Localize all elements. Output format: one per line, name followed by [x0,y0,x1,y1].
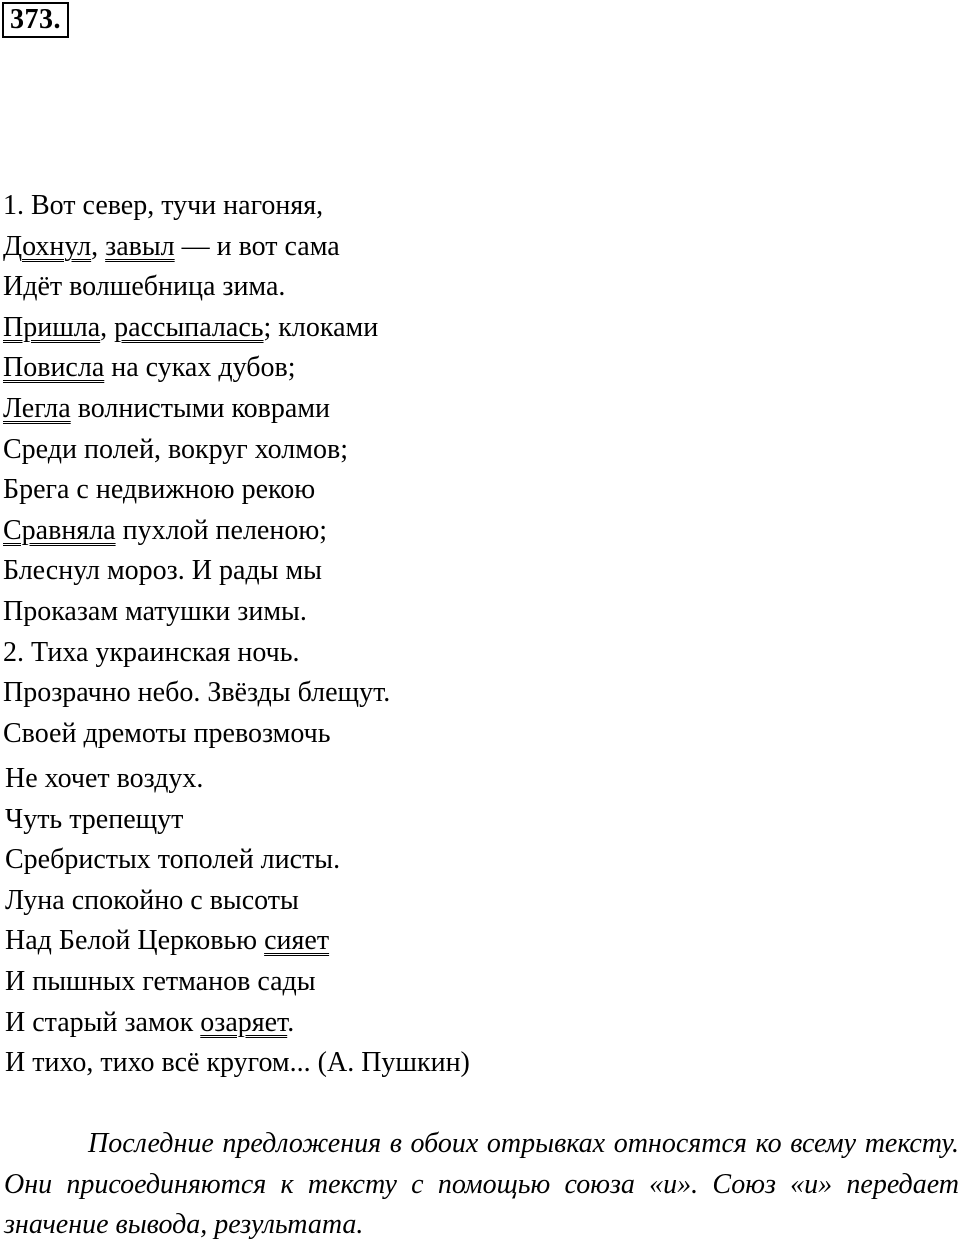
poem-line [3,470,390,511]
poem-line [3,633,390,674]
line-text: И тихо, тихо всё кругом... (А. Пушкин) [5,1047,470,1079]
predicate-word: Пришла [3,311,101,343]
poem-line [5,800,470,841]
explanation-note: Последние предложения в обоих отрывках относятся ко всему тексту. Они присоединяются к тексту с помощью союза «и». Союз «и» передает значение вывода, результата. [4,1128,959,1240]
line-text: , [100,311,115,343]
poem-line [3,511,390,552]
predicate-word: Сравняла [3,514,116,546]
poem-line [5,840,470,881]
line-text: . [287,1006,295,1038]
line-text: Сребристых тополей листы. [5,844,341,876]
predicate-word: Дохнул [3,230,92,262]
line-text: на суках дубов; [104,352,296,384]
poem-line [3,227,390,268]
line-text: Не хочет воздух. [5,763,204,794]
line-text: Брега с недвижною рекою [3,474,316,506]
line-text: Прозрачно небо. Звёзды блещут. [3,677,391,709]
line-text: Чуть трепещут [5,803,184,835]
line-text: — и вот сама [174,230,340,262]
poem-line [3,348,390,389]
line-text: Идёт волшебница зима. [3,271,286,303]
predicate-word: завыл [105,230,175,262]
line-text: 2. Тиха украинская ночь. [3,636,300,668]
line-text: Проказам матушки зимы. [3,595,307,627]
predicate-word: Легла [3,392,71,424]
poem-line [3,551,390,592]
poem-line [3,186,390,227]
poem-line [3,389,390,430]
poem-line [5,759,470,800]
line-text: Луна спокойно с высоты [5,884,299,916]
poem-line [5,962,470,1003]
line-text: И пышных гетманов сады [5,965,316,997]
poem-line [3,592,390,633]
poem-part-b [5,759,470,1084]
poem-line [3,267,390,308]
poem-line [3,714,390,755]
line-text: И старый замок [5,1006,201,1038]
line-text: пухлой пеленою; [115,514,328,546]
poem-line [3,673,390,714]
poem-line [3,430,390,471]
line-text: Блеснул мороз. И рады мы [3,555,322,587]
line-text: Своей дремоты превозмочь [3,717,331,749]
line-text: Над Белой Церковью [5,925,265,957]
line-text: волнистыми коврами [70,392,331,424]
predicate-word: Повисла [3,352,105,384]
poem-line [5,921,470,962]
predicate-word: рассыпалась [114,311,264,343]
poem-line [3,308,390,349]
poem-line [5,1003,470,1044]
task-number: 373. [2,2,69,38]
line-text: ; клоками [263,311,379,343]
line-text: , [91,230,106,262]
line-text: Среди полей, вокруг холмов; [3,433,348,465]
predicate-word: сияет [264,925,330,957]
poem-part-a [3,186,390,754]
line-text: 1. Вот север, тучи нагоняя, [3,190,324,221]
poem-line [5,881,470,922]
predicate-word: озаряет [200,1006,288,1038]
poem-line [5,1043,470,1084]
